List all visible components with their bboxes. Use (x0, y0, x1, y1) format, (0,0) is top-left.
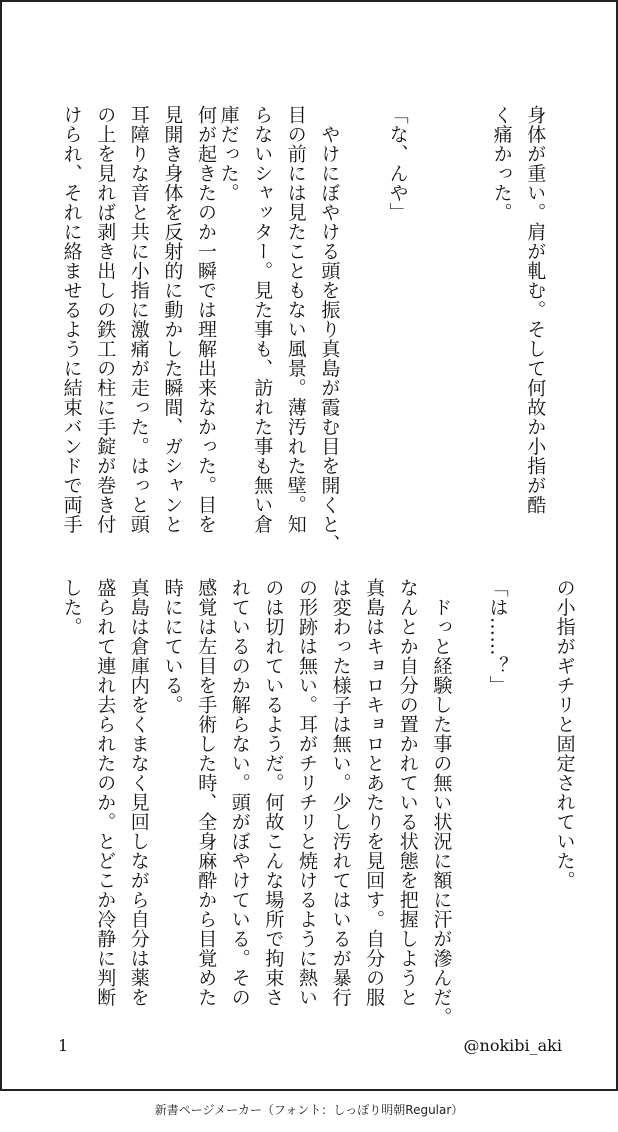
lower-paragraph-3: ドっと経験した事の無い状況に額に汗が滲んだ。 なんとか自分の置かれている状態を把握しようと 真島はキョロキョロとあたりを見回す。自分の服 は変わった様子は無い。少し汚れてはいるが暴行 の形跡は無い。耳がチリチリと焼けるように熱い のは切れているようだ。何故こんな場所で拘束さ れているのか解らない。頭がぼやけている。その 感覚は左目を手術した時、全身麻酔から目覚めた 時ににている。 (161, 578, 453, 1027)
lower-paragraph-4: 真島は倉庫内をくまなく見回しながら自分は薬を 盛られて連れ去られたのか。とどこか冷静に判断 した。 (60, 578, 150, 1007)
lower-paragraph-2: 「は……？」 (486, 578, 509, 695)
upper-paragraph-1: 身体が重い。肩が軋む。そして何故か小指が酷 く痛かった。 (490, 105, 547, 515)
lower-paragraph-1: の小指がギチリと固定されていた。 (553, 578, 576, 890)
upper-paragraph-4: 何が起きたのか一瞬では理解出来なかった。目を 見開き身体を反射的に動かした瞬間、ガシャンと 耳障りな音と共に小指に激痛が走った。はっと頭 の上を見れば剥き出しの鉄工の柱に手錠が巻き付 けられ、それに絡ませるように結束バンドで両手 (60, 105, 217, 534)
page-number: 1 (58, 1036, 69, 1055)
upper-paragraph-3: やけにぼやける頭を振り真島が霞む目を開くと、 目の前には見たこともない風景。薄汚れた壁。知 らないシャッター。見た事も、訪れた事も無い倉 庫だった。 (217, 105, 341, 554)
upper-paragraph-2: 「な、んや」 (386, 105, 409, 222)
author-handle: @nokibi_aki (463, 1036, 562, 1055)
footer-caption: 新書ページメーカー（フォント：しっぽり明朝Regular） (154, 1103, 464, 1117)
